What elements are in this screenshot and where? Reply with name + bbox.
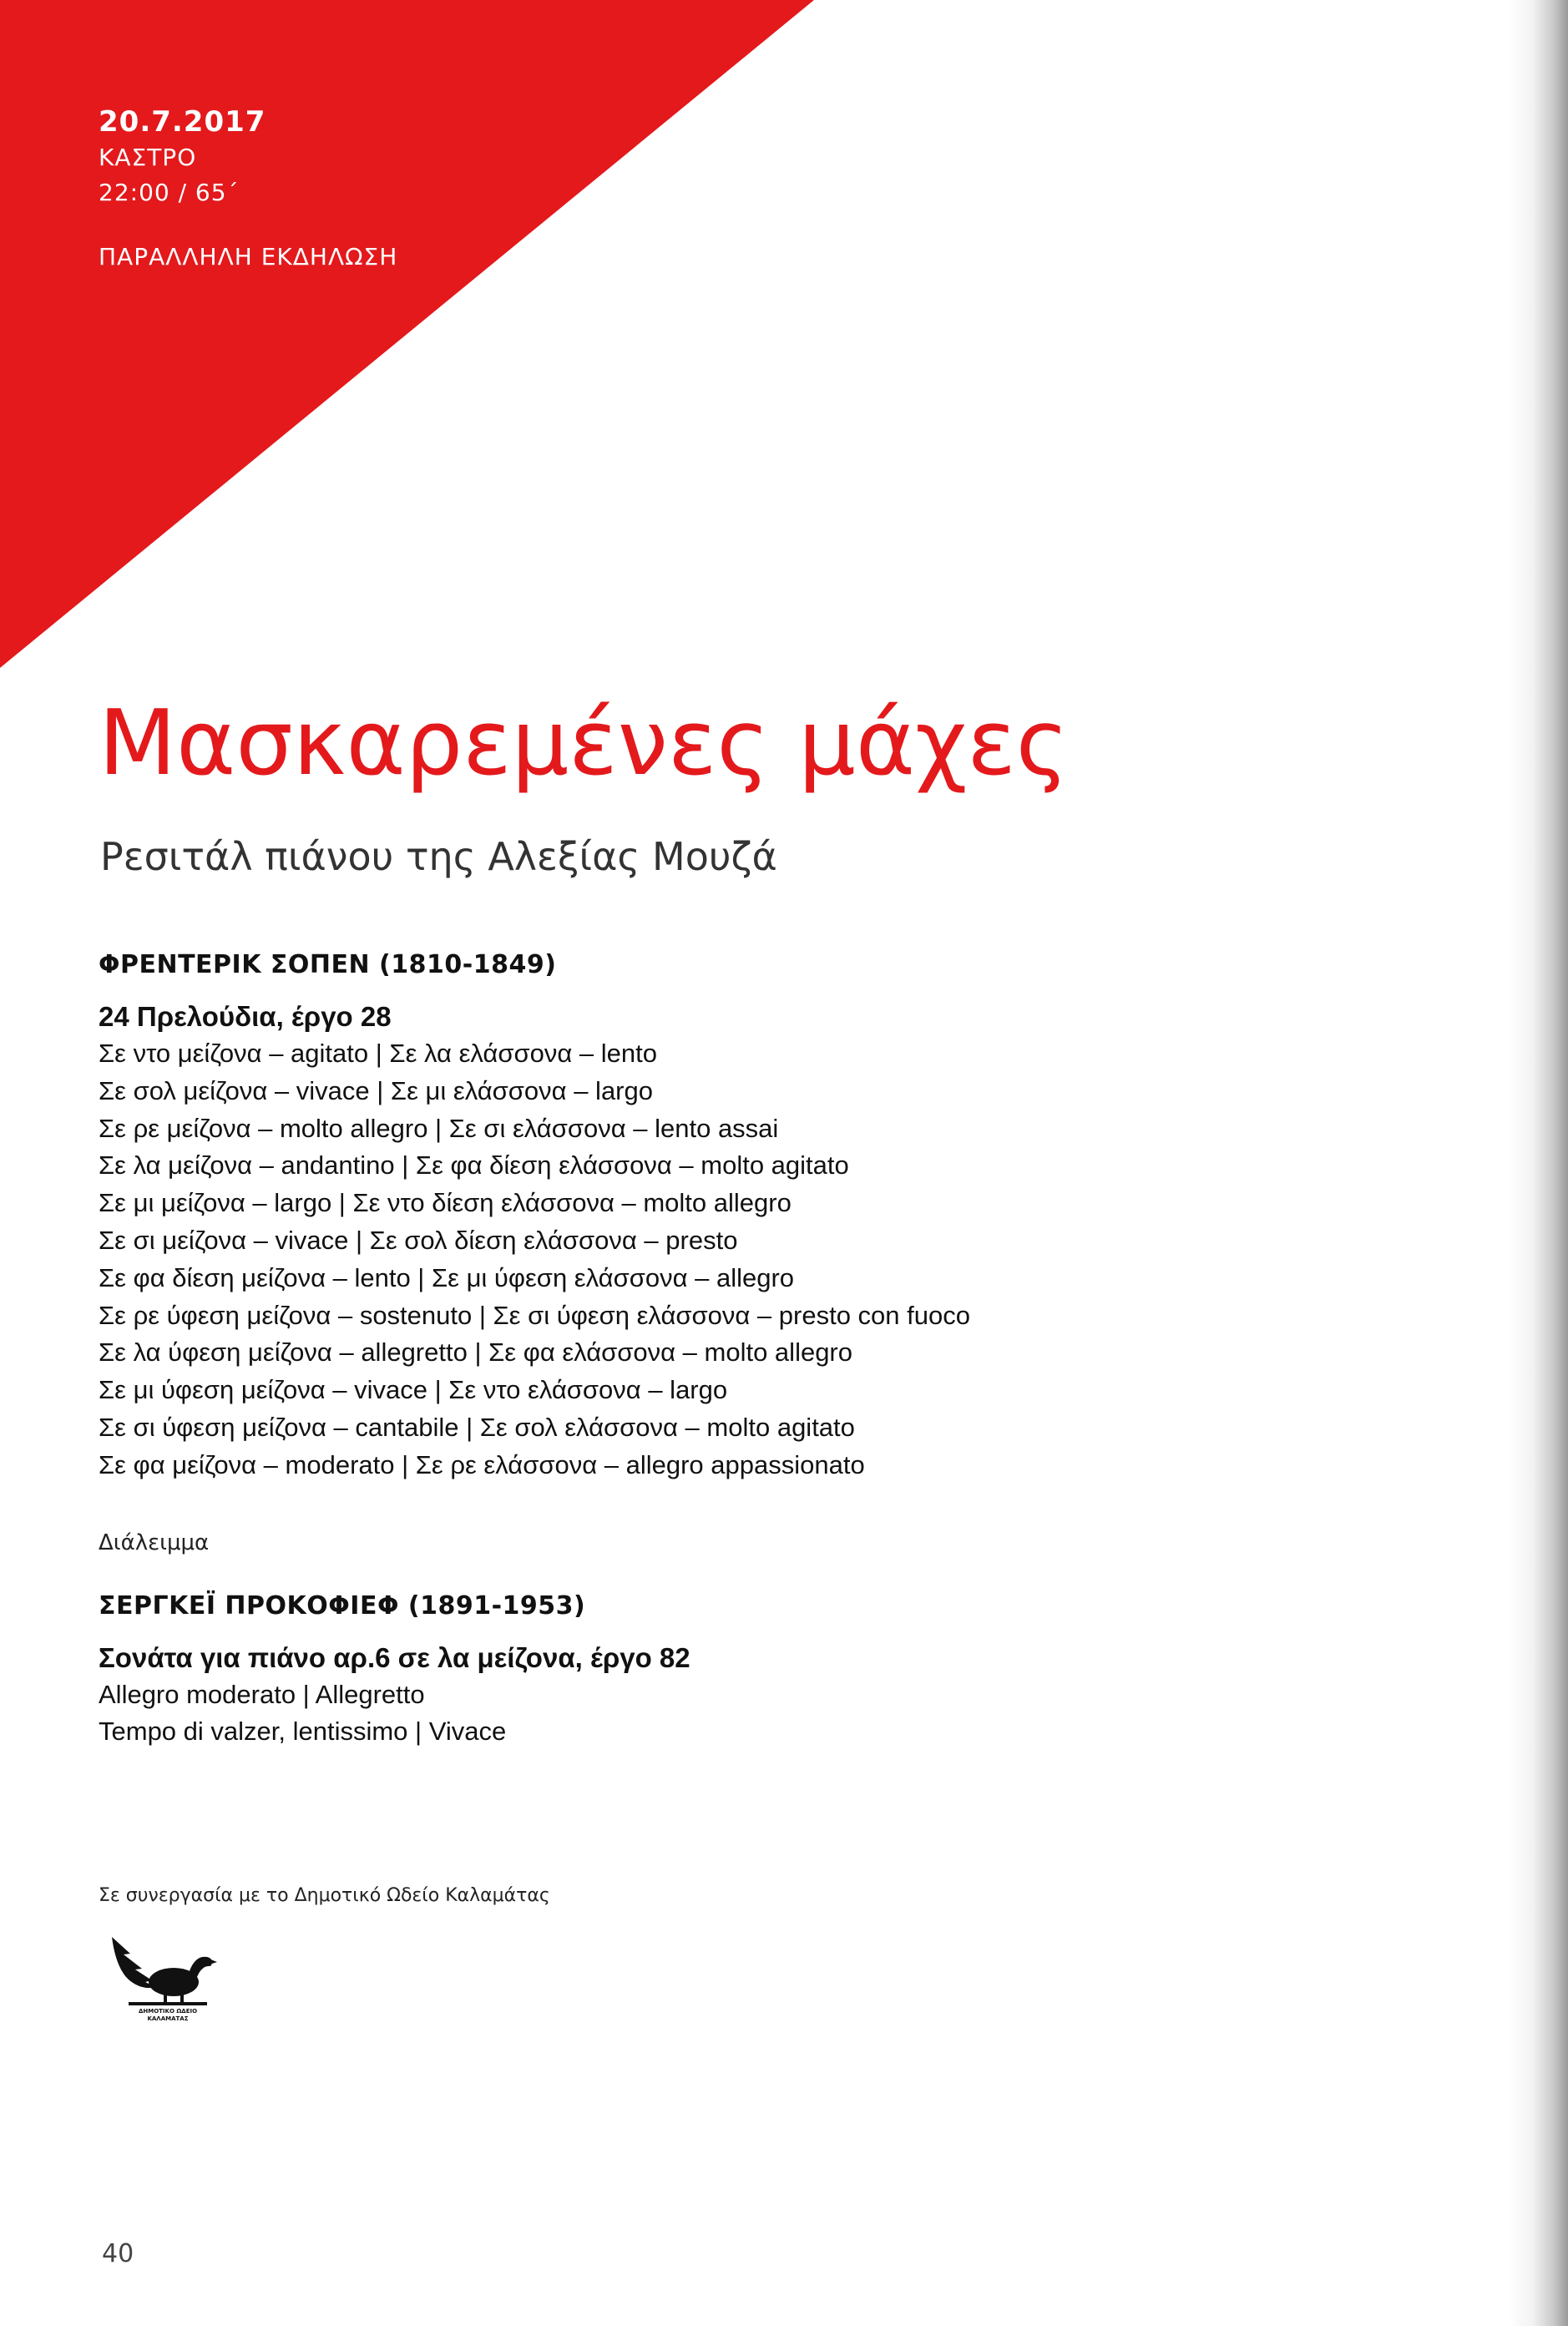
movement-line: Σε φα μείζονα – moderato | Σε ρε ελάσσονα – allegro appassionato (99, 1449, 865, 1479)
movement-line: Σε ντο μείζονα – agitato | Σε λα ελάσσονα – lento (99, 1039, 657, 1068)
bird-emblem-icon (105, 1932, 222, 2024)
movement-line: Σε σι ύφεση μείζονα – cantabile | Σε σολ ελάσσονα – molto agitato (99, 1412, 855, 1442)
movement-line: Σε λα ύφεση μείζονα – allegretto | Σε φα ελάσσονα – molto allegro (99, 1337, 852, 1368)
movement-line: Σε λα μείζονα – andantino | Σε φα δίεση ελάσσονα – molto agitato (99, 1150, 849, 1181)
work-title: 24 Πρελούδια, έργο 28 (99, 1001, 392, 1032)
movement-line: Σε ρε ύφεση μείζονα – sostenuto | Σε σι ύφεση ελάσσονα – presto con fuoco (99, 1300, 970, 1330)
movement-line: Σε φα δίεση μείζονα – lento | Σε μι ύφεση ελάσσονα – allegro (99, 1262, 795, 1292)
concert-title: Μασκαρεμένες μάχες (99, 691, 1070, 796)
movement-line: Σε μι μείζονα – largo | Σε ντο δίεση ελάσσονα – molto allegro (99, 1188, 792, 1218)
movement-line: Σε μι ύφεση μείζονα – vivace | Σε ντο ελάσσονα – largo (99, 1375, 728, 1405)
event-date: 20.7.2017 (99, 105, 266, 139)
svg-text:ΚΑΛΑΜΑΤΑΣ: ΚΑΛΑΜΑΤΑΣ (147, 2015, 189, 2022)
program-list (99, 943, 1401, 1751)
movement-line: Σε ρε μείζονα – molto allegro | Σε σι ελάσσονα – lento assai (99, 1113, 779, 1143)
concert-subtitle: Ρεσιτάλ πιάνου της Αλεξίας Μουζά (100, 834, 777, 879)
page-binding-edge (1510, 0, 1568, 2326)
composer-heading: ΦΡΕΝΤΕΡΙΚ ΣΟΠΕΝ (1810-1849) (99, 950, 557, 979)
movement-line: Allegro moderato | Allegretto (99, 1679, 425, 1709)
event-info (99, 104, 397, 274)
work-title: Σονάτα για πιάνο αρ.6 σε λα μείζονα, έργο 82 (99, 1641, 690, 1673)
page-number: 40 (102, 2239, 134, 2268)
event-time: 22:00 / 65΄ (99, 179, 240, 206)
movement-line: Σε σι μείζονα – vivace | Σε σολ δίεση ελάσσονα – presto (99, 1225, 738, 1255)
event-venue: ΚΑΣΤΡΟ (99, 144, 197, 171)
movement-list (99, 1676, 1401, 1752)
event-type: ΠΑΡΑΛΛΗΛΗ ΕΚΔΗΛΩΣΗ (99, 243, 398, 271)
svg-text:ΔΗΜΟΤΙΚΟ ΩΔΕΙΟ: ΔΗΜΟΤΙΚΟ ΩΔΕΙΟ (138, 2008, 198, 2015)
movement-line: Tempo di valzer, lentissimo | Vivace (99, 1717, 507, 1747)
red-corner-triangle (0, 0, 818, 668)
intermission-label: Διάλειμμα (99, 1530, 210, 1555)
movement-line: Σε σολ μείζονα – vivace | Σε μι ελάσσονα – largo (99, 1075, 653, 1105)
movement-list (99, 1035, 1401, 1484)
collaboration-note: Σε συνεργασία με το Δημοτικό Ωδείο Καλαμάτας (99, 1885, 550, 1906)
composer-heading: ΣΕΡΓΚΕΪ ΠΡΟΚΟΦΙΕΦ (1891-1953) (99, 1590, 586, 1621)
